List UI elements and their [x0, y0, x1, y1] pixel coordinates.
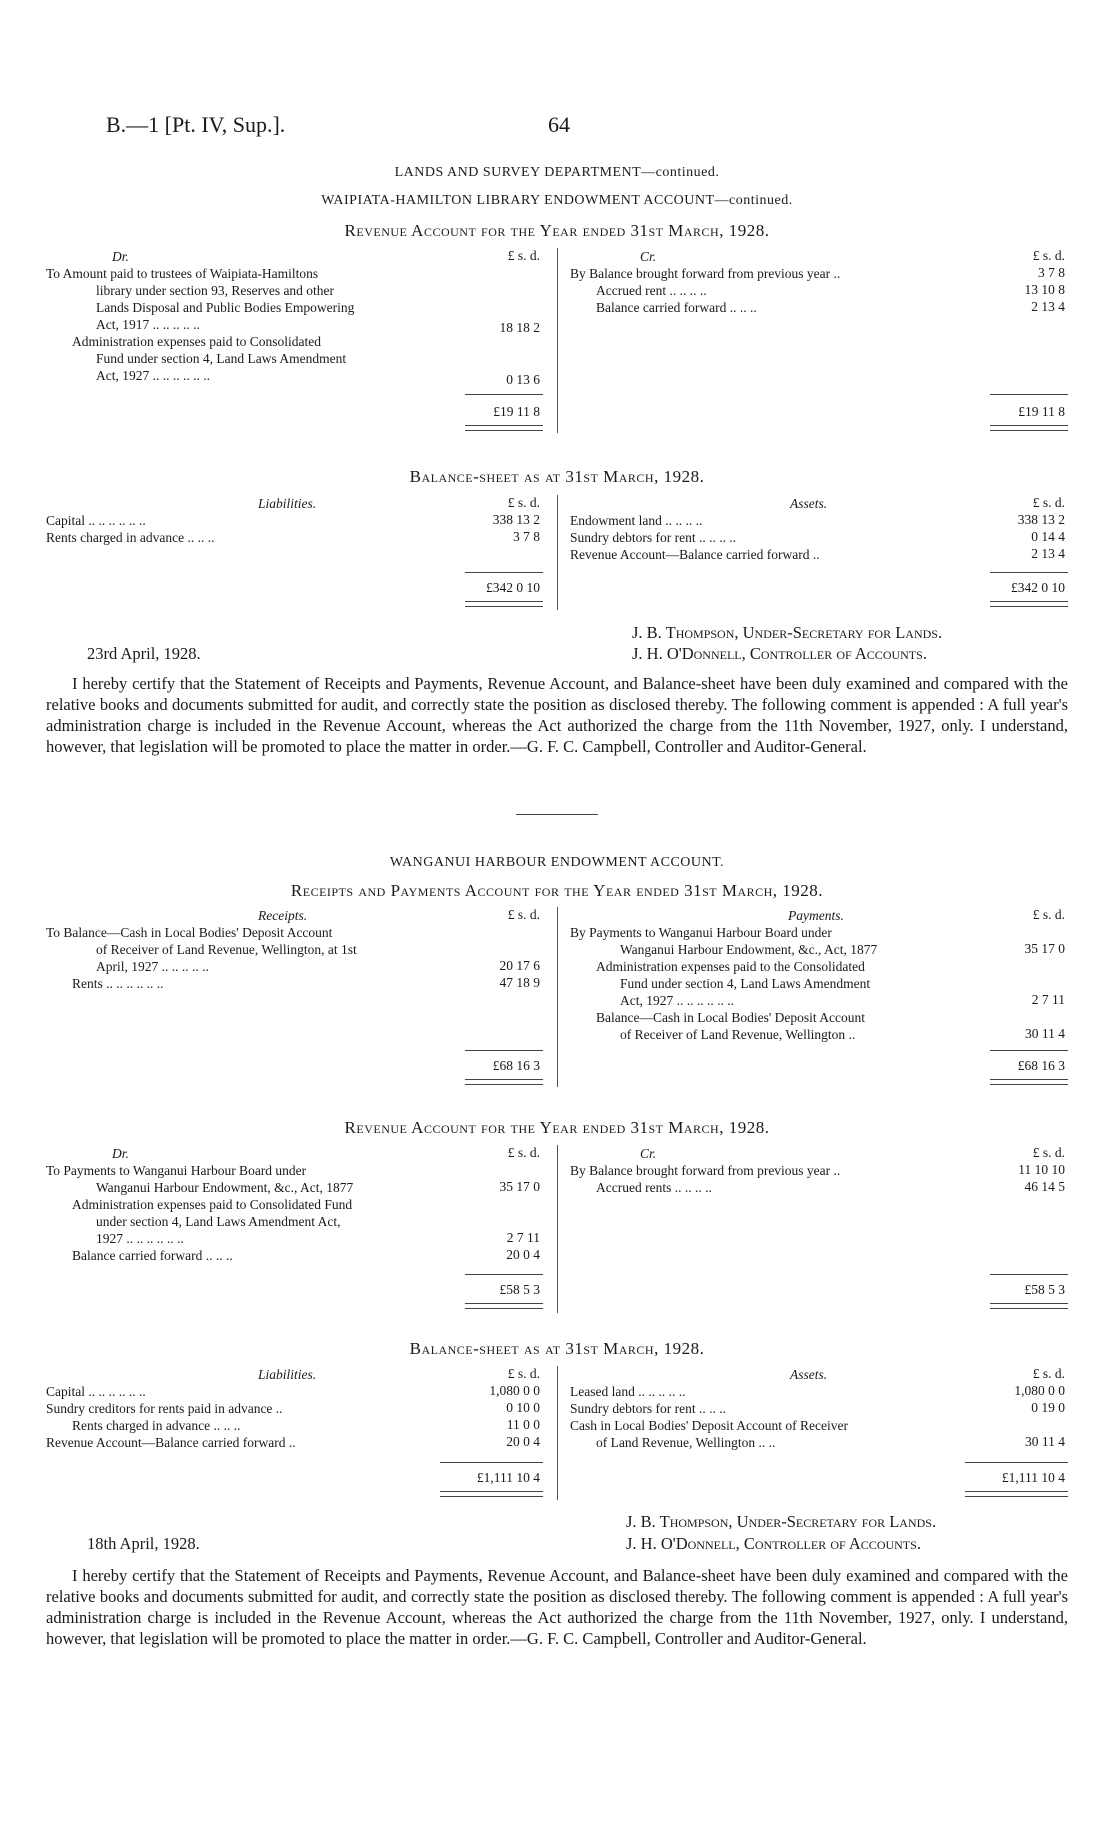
asset-entries [570, 1383, 980, 1451]
amount: 47 18 9 [499, 975, 540, 990]
amount: 2 13 4 [1031, 299, 1065, 314]
credit-line: Accrued rents .. .. .. .. [596, 1180, 712, 1195]
assets-label: Assets. [790, 1367, 828, 1382]
liability-entries [46, 1383, 456, 1451]
receipt-entries [46, 924, 456, 992]
payment-entries [570, 924, 980, 1043]
liability-line: Rents charged in advance .. .. .. [46, 530, 215, 545]
total: £58 5 3 [1024, 1282, 1065, 1297]
debit-line: Wanganui Harbour Endowment, &c., Act, 1877 [96, 1180, 354, 1195]
lsd-header: £ s. d. [507, 495, 540, 510]
credit-line: By Balance brought forward from previous year .. [570, 266, 841, 281]
receipt-line: April, 1927 .. .. .. .. .. [96, 959, 209, 974]
debit-line: To Payments to Wanganui Harbour Board under [46, 1163, 307, 1178]
asset-line: Cash in Local Bodies' Deposit Account of Receiver [570, 1418, 848, 1433]
lsd-header: £ s. d. [1032, 248, 1065, 263]
total: £1,111 10 4 [476, 1470, 540, 1485]
amount: 13 10 8 [1024, 282, 1065, 297]
assets-label: Assets. [790, 496, 828, 511]
debit-line: 1927 .. .. .. .. .. .. [96, 1231, 184, 1246]
amount: 35 17 0 [1024, 941, 1065, 956]
total: £68 16 3 [492, 1058, 540, 1073]
payment-line: Fund under section 4, Land Laws Amendment [620, 976, 871, 991]
liability-entries [46, 512, 456, 546]
debit-line: Administration expenses paid to Consolidated Fund [72, 1197, 353, 1212]
amount: 30 11 4 [1025, 1026, 1065, 1041]
credit-line: Accrued rent .. .. .. .. [596, 283, 707, 298]
liability-line: Revenue Account—Balance carried forward .. [46, 1435, 296, 1450]
total: £1,111 10 4 [1001, 1470, 1065, 1485]
lsd-header: £ s. d. [1032, 1366, 1065, 1381]
signature-controller: J. H. O'Donnell, Controller of Accounts. [626, 1534, 921, 1553]
amount: 30 11 4 [1025, 1434, 1065, 1449]
dr-label: Dr. [112, 249, 129, 264]
receipt-line: of Receiver of Land Revenue, Wellington, at 1st [96, 942, 357, 957]
amount: 1,080 0 0 [1014, 1383, 1065, 1398]
payment-line: Act, 1927 .. .. .. .. .. .. [620, 993, 734, 1008]
total: £342 0 10 [1011, 580, 1065, 595]
amount: 20 0 4 [506, 1247, 540, 1262]
amount: 11 0 0 [506, 1417, 540, 1432]
amount: 11 10 10 [1018, 1162, 1065, 1177]
asset-line: of Land Revenue, Wellington .. .. [596, 1435, 776, 1450]
receipt-line: Rents .. .. .. .. .. .. [72, 976, 164, 991]
payment-line: Balance—Cash in Local Bodies' Deposit Account [596, 1010, 865, 1025]
receipt-line: To Balance—Cash in Local Bodies' Deposit Account [46, 925, 333, 940]
amount: 2 13 4 [1031, 546, 1065, 561]
lsd-header: £ s. d. [507, 1145, 540, 1160]
dr-label: Dr. [112, 1146, 129, 1161]
receipts-payments-heading: Receipts and Payments Account for the Year ended 31st March, 1928. [290, 881, 824, 900]
section-divider [516, 814, 598, 815]
department-title: LANDS AND SURVEY DEPARTMENT—continued. [394, 165, 720, 180]
cr-label: Cr. [640, 1146, 657, 1161]
lsd-header: £ s. d. [507, 1366, 540, 1381]
liability-line: Capital .. .. .. .. .. .. [46, 513, 146, 528]
debit-line: To Amount paid to trustees of Waipiata-Hamiltons [46, 266, 319, 281]
amount: 338 13 2 [492, 512, 540, 527]
page-number: 64 [548, 112, 570, 137]
debit-line: Administration expenses paid to Consolidated [72, 334, 321, 349]
signature-controller: J. H. O'Donnell, Controller of Accounts. [632, 644, 927, 663]
balance-heading: Balance-sheet as at 31st March, 1928. [409, 1339, 705, 1358]
amount: 2 7 11 [506, 1230, 540, 1245]
receipts-label: Receipts. [258, 908, 308, 923]
lsd-header: £ s. d. [507, 907, 540, 922]
account-title: WANGANUI HARBOUR ENDOWMENT ACCOUNT. [389, 855, 725, 870]
lsd-header: £ s. d. [1032, 1145, 1065, 1160]
liabilities-label: Liabilities. [258, 496, 317, 511]
revenue-heading: Revenue Account for the Year ended 31st March, 1928. [344, 221, 770, 240]
amount: 0 19 0 [1031, 1400, 1065, 1415]
signing-date: 18th April, 1928. [87, 1534, 200, 1553]
lsd-header: £ s. d. [1032, 907, 1065, 922]
debit-line: Lands Disposal and Public Bodies Empowering [96, 300, 355, 315]
asset-line: Leased land .. .. .. .. .. [570, 1384, 686, 1399]
asset-line: Endowment land .. .. .. .. [570, 513, 703, 528]
liability-line: Rents charged in advance .. .. .. [72, 1418, 241, 1433]
amount: 20 0 4 [506, 1434, 540, 1449]
account-title: WAIPIATA-HAMILTON LIBRARY ENDOWMENT ACCOUNT—continued. [321, 193, 793, 208]
total: £19 11 8 [493, 404, 540, 419]
liabilities-label: Liabilities. [258, 1367, 317, 1382]
amount: 20 17 6 [499, 958, 540, 973]
amount: 3 7 8 [513, 529, 540, 544]
audit-certificate: I hereby certify that the Statement of Receipts and Payments, Revenue Account, and Balance-sheet have been duly examined and compared with the relative books and documents submitted for audit, and correctly state the position as disclosed thereby. The following comment is appended : A full year's administration charge is included in the Revenue Account, whereas the Act authorized the charge from the 11th November, 1927, only. I understand, however, that legislation will be promoted to place the matter in order.—G. F. C. Campbell, Controller and Auditor-General. [46, 674, 1068, 756]
credit-entries [570, 1162, 980, 1196]
lsd-header: £ s. d. [507, 248, 540, 263]
total: £19 11 8 [1018, 404, 1065, 419]
debit-line: Act, 1927 .. .. .. .. .. .. [96, 368, 210, 383]
total: £342 0 10 [486, 580, 540, 595]
debit-line: Act, 1917 .. .. .. .. .. [96, 317, 200, 332]
total: £58 5 3 [499, 1282, 540, 1297]
lsd-header: £ s. d. [1032, 495, 1065, 510]
payment-line: By Payments to Wanganui Harbour Board under [570, 925, 832, 940]
credit-line: Balance carried forward .. .. .. [596, 300, 757, 315]
audit-certificate: I hereby certify that the Statement of Receipts and Payments, Revenue Account, and Balance-sheet have been duly examined and compared with the relative books and documents submitted for audit, and correctly state the position as disclosed thereby. The following comment is appended : A full year's administration charge is included in the Revenue Account, whereas the Act authorized the charge from the 11th November, 1927, only. I understand, however, that legislation will be promoted to place the matter in order.—G. F. C. Campbell, Controller and Auditor-General. [46, 1566, 1068, 1648]
payment-line: Administration expenses paid to the Consolidated [596, 959, 865, 974]
amount: 3 7 8 [1038, 265, 1065, 280]
page-reference: B.—1 [Pt. IV, Sup.]. [106, 112, 286, 137]
liability-line: Sundry creditors for rents paid in advance .. [46, 1401, 283, 1416]
amount: 0 10 0 [506, 1400, 540, 1415]
debit-line: Fund under section 4, Land Laws Amendment [96, 351, 347, 366]
total: £68 16 3 [1017, 1058, 1065, 1073]
revenue-heading: Revenue Account for the Year ended 31st March, 1928. [344, 1118, 770, 1137]
amount: 46 14 5 [1024, 1179, 1065, 1194]
asset-line: Sundry debtors for rent .. .. .. .. [570, 530, 737, 545]
amount: 2 7 11 [1031, 992, 1065, 1007]
amount: 35 17 0 [499, 1179, 540, 1194]
credit-line: By Balance brought forward from previous year .. [570, 1163, 841, 1178]
liability-line: Capital .. .. .. .. .. .. [46, 1384, 146, 1399]
payments-label: Payments. [788, 908, 844, 923]
debit-entries [46, 265, 456, 384]
debit-line: Balance carried forward .. .. .. [72, 1248, 233, 1263]
asset-line: Sundry debtors for rent .. .. .. [570, 1401, 726, 1416]
amount: 1,080 0 0 [489, 1383, 540, 1398]
signature-under-secretary: J. B. Thompson, Under-Secretary for Lands. [632, 623, 943, 642]
amount: 18 18 2 [499, 320, 540, 335]
amount: 338 13 2 [1017, 512, 1065, 527]
payment-line: Wanganui Harbour Endowment, &c., Act, 1877 [620, 942, 878, 957]
debit-entries [46, 1162, 456, 1264]
payment-line: of Receiver of Land Revenue, Wellington .. [620, 1027, 856, 1042]
debit-line: library under section 93, Reserves and other [96, 283, 335, 298]
asset-line: Revenue Account—Balance carried forward .. [570, 547, 820, 562]
amount: 0 13 6 [506, 372, 540, 387]
amount: 0 14 4 [1031, 529, 1065, 544]
signing-date: 23rd April, 1928. [87, 644, 201, 663]
debit-line: under section 4, Land Laws Amendment Act, [96, 1214, 341, 1229]
cr-label: Cr. [640, 249, 657, 264]
asset-entries [570, 512, 980, 563]
credit-entries [570, 265, 980, 316]
balance-heading: Balance-sheet as at 31st March, 1928. [409, 467, 705, 486]
signature-under-secretary: J. B. Thompson, Under-Secretary for Lands. [626, 1512, 937, 1531]
